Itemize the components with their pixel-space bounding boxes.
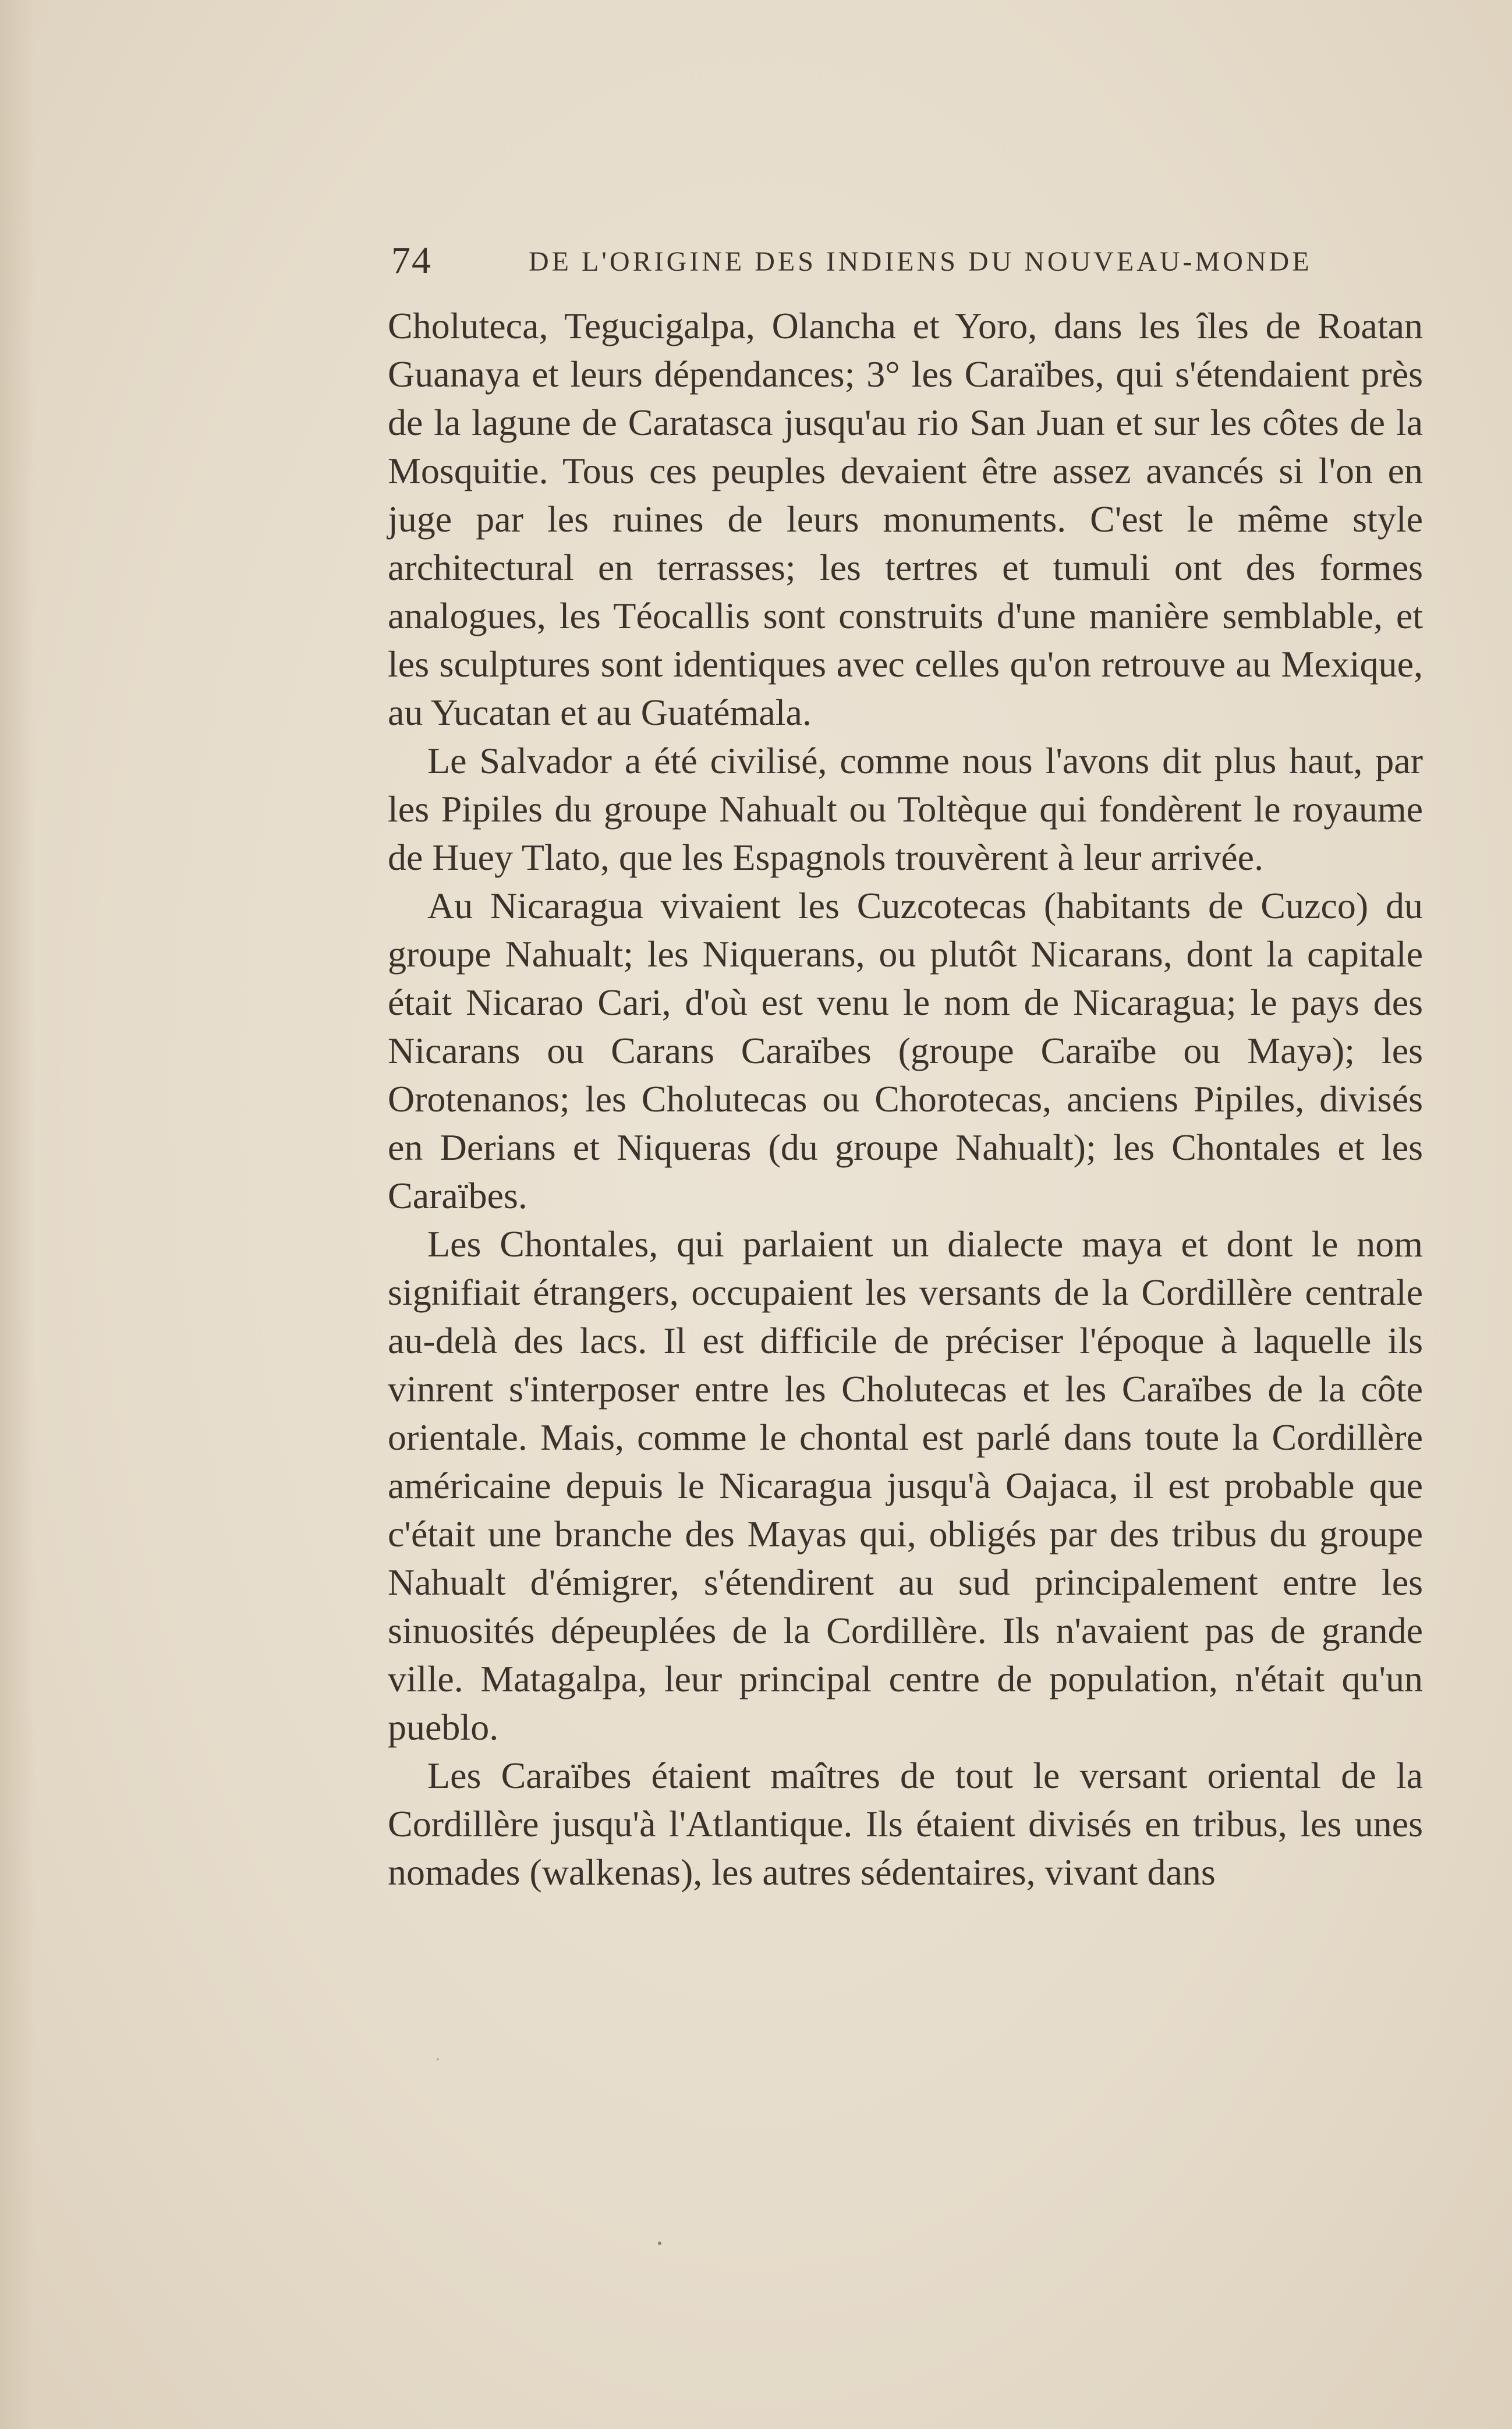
paragraph: Les Chontales, qui parlaient un dialecte maya et dont le nom signifiait étrangers, occupaient les versants de la Cordillère centrale au-delà des lacs. Il est difficile de préciser l'époque à laquelle ils vinrent s'interposer entre les Cholutecas et les Caraïbes de la côte orientale. Mais, comme le chontal est parlé dans toute la Cordillère américaine depuis le Nicaragua jusqu'à Oajaca, il est probable que c'était une branche des Mayas qui, obligés par des tribus du groupe Nahualt d'émigrer, s'étendirent au sud principalement entre les sinuosités dépeuplées de la Cordillère. Ils n'avaient pas de grande ville. Matagalpa, leur principal centre de population, n'était qu'un pueblo. [388,1223,1423,1748]
running-title: DE L'ORIGINE DES INDIENS DU NOUVEAU-MONDE [529,246,1312,277]
paper-speck [437,2058,439,2060]
paragraph: Le Salvador a été civilisé, comme nous l'avons dit plus haut, par les Pipiles du groupe Nahualt ou Toltèque qui fondèrent le royaume de Huey Tlato, que les Espagnols trouvèrent à leur arrivée. [388,740,1423,878]
paragraph-continued: Choluteca, Tegucigalpa, Olancha et Yoro, dans les îles de Roatan Guanaya et leurs dépendances; 3° les Caraïbes, qui s'étendaient près de la lagune de Caratasca jusqu'au rio San Juan et sur les côtes de la Mosquitie. Tous ces peuples devaient être assez avancés si l'on en juge par les ruines de leurs monuments. C'est le même style architectural en terrasses; les tertres et tumuli ont des formes analogues, les Téocallis sont construits d'une manière semblable, et les sculptures sont identiques avec celles qu'on retrouve au Mexique, au Yucatan et au Guatémala. [388,305,1423,733]
paragraph: Les Caraïbes étaient maîtres de tout le versant oriental de la Cordillère jusqu'à l'Atlantique. Ils étaient divisés en tribus, les unes nomades (walkenas), les autres sédentaires, vivant dans [388,1755,1423,1893]
paragraph: Au Nicaragua vivaient les Cuzcotecas (habitants de Cuzco) du groupe Nahualt; les Niquerans, ou plutôt Nicarans, dont la capitale était Nicarao Cari, d'où est venu le nom de Nicaragua; le pays des Nicarans ou Carans Caraïbes (groupe Caraïbe ou Mayə); les Orotenanos; les Cholutecas ou Chorotecas, anciens Pipiles, divisés en Derians et Niqueras (du groupe Nahualt); les Chontales et les Caraïbes. [388,885,1423,1216]
body-text [388,302,1423,1896]
paper-speck [658,2242,661,2245]
page-number: 74 [391,239,432,282]
running-head [391,233,1423,297]
